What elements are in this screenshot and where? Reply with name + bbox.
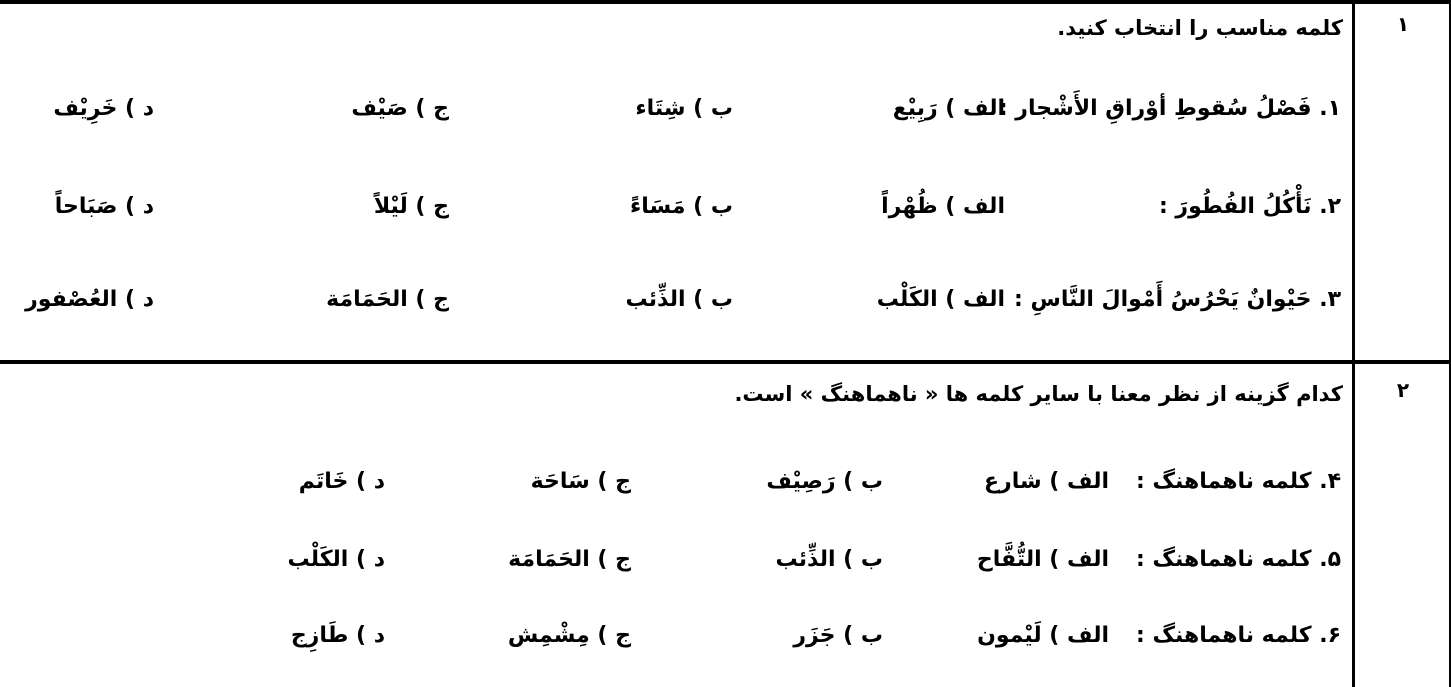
option-d[interactable]: د ) خَرِيْف <box>53 96 154 121</box>
option-d[interactable]: د ) طَازِج <box>290 623 385 648</box>
option-a[interactable]: الف ) ظُهْراً <box>881 194 1005 219</box>
option-c[interactable]: ج ) صَيْف <box>351 96 449 121</box>
option-d[interactable]: د ) خَاتَم <box>298 469 385 494</box>
option-c[interactable]: ج ) الحَمَامَة <box>508 547 631 572</box>
question-item-5 <box>0 547 1451 587</box>
item-stem: ۱. فَصْلُ سُقوطِ أوْراقِ الأَشْجار : <box>998 96 1341 121</box>
question-number-2: ۲ <box>1396 378 1410 402</box>
option-b[interactable]: ب ) شِتَاء <box>635 96 733 121</box>
option-c[interactable]: ج ) مِشْمِش <box>507 623 631 648</box>
question-item-1 <box>0 96 1451 136</box>
option-b[interactable]: ب ) الذِّئب <box>625 287 733 312</box>
option-c[interactable]: ج ) الحَمَامَة <box>326 287 449 312</box>
question-item-4 <box>0 469 1451 509</box>
option-a[interactable]: الف ) لَيْمون <box>977 623 1109 648</box>
item-stem: ۶. کلمه ناهماهنگ : <box>1136 623 1341 648</box>
question-item-2 <box>0 194 1451 234</box>
question-item-3 <box>0 287 1451 327</box>
question-title-2: كدام گزینه از نظر معنا با سایر کلمه ها « ناهماهنگ » است. <box>734 382 1343 406</box>
option-a[interactable]: الف ) التُّفَّاح <box>976 547 1109 572</box>
option-d[interactable]: د ) صَبَاحاً <box>54 194 154 219</box>
question-number-1: ۱ <box>1396 12 1410 36</box>
question-title-1: کلمه مناسب را انتخاب کنید. <box>1057 16 1343 40</box>
option-c[interactable]: ج ) لَيْلاً <box>373 194 449 219</box>
question-item-6 <box>0 623 1451 663</box>
item-stem: ۴. کلمه ناهماهنگ : <box>1136 469 1341 494</box>
section-divider <box>0 360 1451 364</box>
option-a[interactable]: الف ) شارع <box>984 469 1109 494</box>
option-b[interactable]: ب ) مَسَاءً <box>630 194 733 219</box>
option-a[interactable]: الف ) الكَلْب <box>876 287 1005 312</box>
item-stem: ۵. کلمه ناهماهنگ : <box>1136 547 1341 572</box>
option-b[interactable]: ب ) الذِّئب <box>775 547 883 572</box>
item-stem: ۳. حَيْوانٌ يَحْرُسُ أَمْوالَ النَّاسِ : <box>1014 287 1341 312</box>
option-d[interactable]: د ) الكَلْب <box>287 547 385 572</box>
option-b[interactable]: ب ) رَصِيْف <box>766 469 883 494</box>
item-stem: ۲. نَأْكُلُ الفُطُورَ : <box>1158 194 1341 219</box>
option-b[interactable]: ب ) جَزَر <box>793 623 883 648</box>
option-d[interactable]: د ) العُصْفور <box>25 287 154 312</box>
option-a[interactable]: الف ) رَبِيْع <box>892 96 1005 121</box>
option-c[interactable]: ج ) سَاحَة <box>530 469 631 494</box>
